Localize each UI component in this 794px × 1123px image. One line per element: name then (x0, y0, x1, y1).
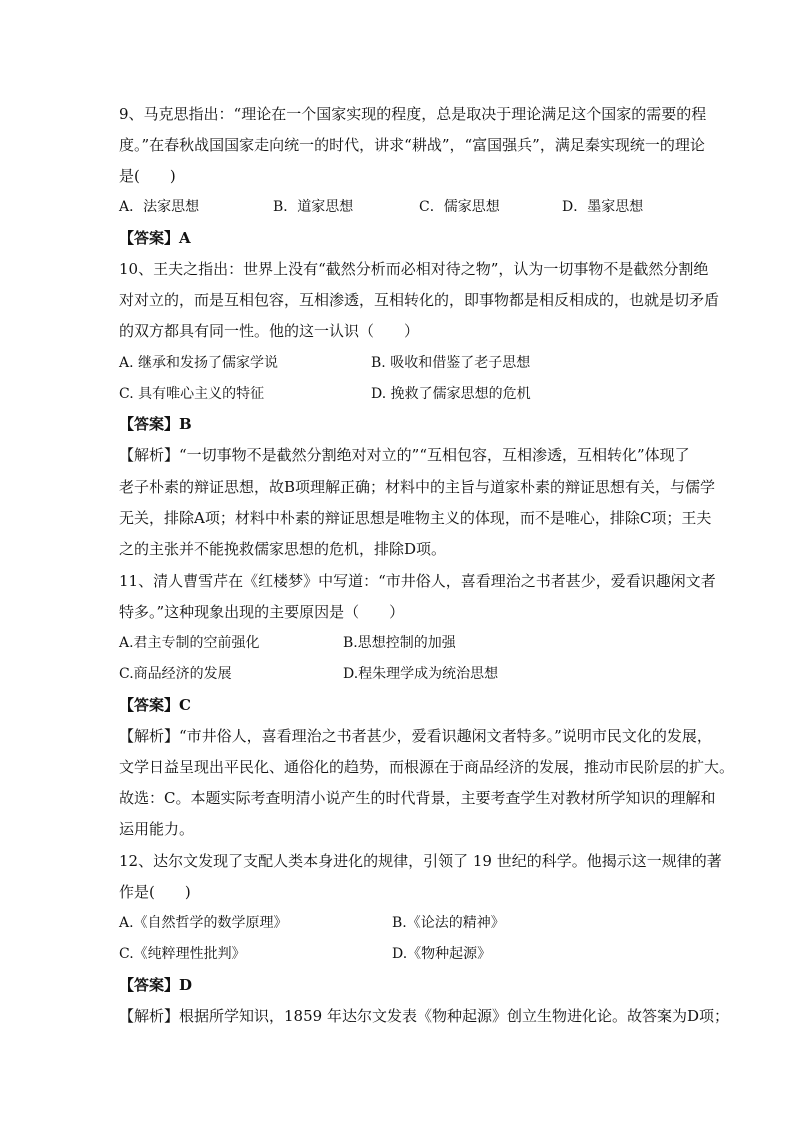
q12-stem-line-1: 12、达尔文发现了支配人类本身进化的规律，引领了 19 世纪的科学。他揭示这一规律的著 (119, 852, 722, 870)
q10-option-d: D. 挽救了儒家思想的危机 (371, 386, 531, 402)
q9-stem-line-1: 9、马克思指出：“理论在一个国家实现的程度，总是取决于理论满足这个国家的需要的程 (119, 105, 707, 123)
q9-option-a: A．法家思想 (119, 199, 200, 215)
q10-answer: 【答案】B (119, 415, 192, 433)
q12-stem-line-2: 作是( ) (119, 883, 191, 901)
q12-analysis-line-1: 【解析】根据所学知识，1859 年达尔文发表《物种起源》创立生物进化论。故答案为D项； (119, 1007, 729, 1025)
q12-option-d: D.《物种起源》 (392, 946, 492, 962)
q9-option-b: B．道家思想 (273, 199, 354, 215)
q9-option-c: C．儒家思想 (419, 199, 500, 215)
q10-stem-line-1: 10、王夫之指出：世界上没有“截然分析而必相对待之物”，认为一切事物不是截然分割绝 (119, 260, 709, 278)
q11-analysis-line-2: 文学日益呈现出平民化、通俗化的趋势，而根源在于商品经济的发展，推动市民阶层的扩大。 (119, 758, 735, 776)
q10-stem-line-3: 的双方都具有同一性。他的这一认识（ ） (119, 322, 420, 340)
q9-answer: 【答案】A (119, 229, 191, 247)
q10-option-a: A. 继承和发扬了儒家学说 (119, 355, 279, 371)
q12-answer: 【答案】D (119, 976, 193, 994)
q11-analysis-line-3: 故选：C。本题实际考查明清小说产生的时代背景，主要考查学生对教材所学知识的理解和 (119, 789, 716, 807)
q11-stem-line-1: 11、清人曹雪芹在《红楼梦》中写道：“市井俗人，喜看理治之书者甚少，爱看识趣闲文者 (119, 572, 716, 590)
q10-analysis-line-3: 无关，排除A项；材料中朴素的辩证思想是唯物主义的体现，而不是唯心，排除C项；王夫 (119, 509, 712, 527)
q10-stem-line-2: 对对立的，而是互相包容，互相渗透，互相转化的，即事物都是相反相成的，也就是切矛盾 (119, 291, 720, 309)
q11-answer: 【答案】C (119, 696, 191, 714)
q11-option-b: B.思想控制的加强 (343, 635, 456, 651)
q9-option-d: D．墨家思想 (562, 199, 644, 215)
q10-option-b: B. 吸收和借鉴了老子思想 (371, 355, 531, 371)
q12-option-b: B.《论法的精神》 (392, 915, 505, 931)
q11-analysis-line-4: 运用能力。 (119, 820, 195, 838)
q11-stem-line-2: 特多。”这种现象出现的主要原因是（ ） (119, 603, 405, 621)
q10-analysis-line-4: 之的主张并不能挽救儒家思想的危机，排除D项。 (119, 540, 447, 558)
q10-analysis-line-1: 【解析】“一切事物不是截然分割绝对对立的”“互相包容，互相渗透，互相转化”体现了 (119, 446, 690, 464)
q9-stem-line-2: 度。”在春秋战国国家走向统一的时代，讲求“耕战”，“富国强兵”，满足秦实现统一的理论 (119, 136, 705, 154)
q12-option-c: C.《纯粹理性批判》 (119, 946, 246, 962)
q9-stem-line-3: 是( ) (119, 167, 176, 185)
q11-analysis-line-1: 【解析】“市井俗人，喜看理治之书者甚少，爱看识趣闲文者特多。”说明市民文化的发展， (119, 727, 712, 745)
q10-option-c: C. 具有唯心主义的特征 (119, 386, 265, 402)
q11-option-a: A.君主专制的空前强化 (119, 635, 260, 651)
q11-option-d: D.程朱理学成为统治思想 (343, 666, 499, 682)
q10-analysis-line-2: 老子朴素的辩证思想，故B项理解正确；材料中的主旨与道家朴素的辩证思想有关，与儒学 (119, 478, 716, 496)
q11-option-c: C.商品经济的发展 (119, 666, 232, 682)
q12-option-a: A.《自然哲学的数学原理》 (119, 915, 288, 931)
